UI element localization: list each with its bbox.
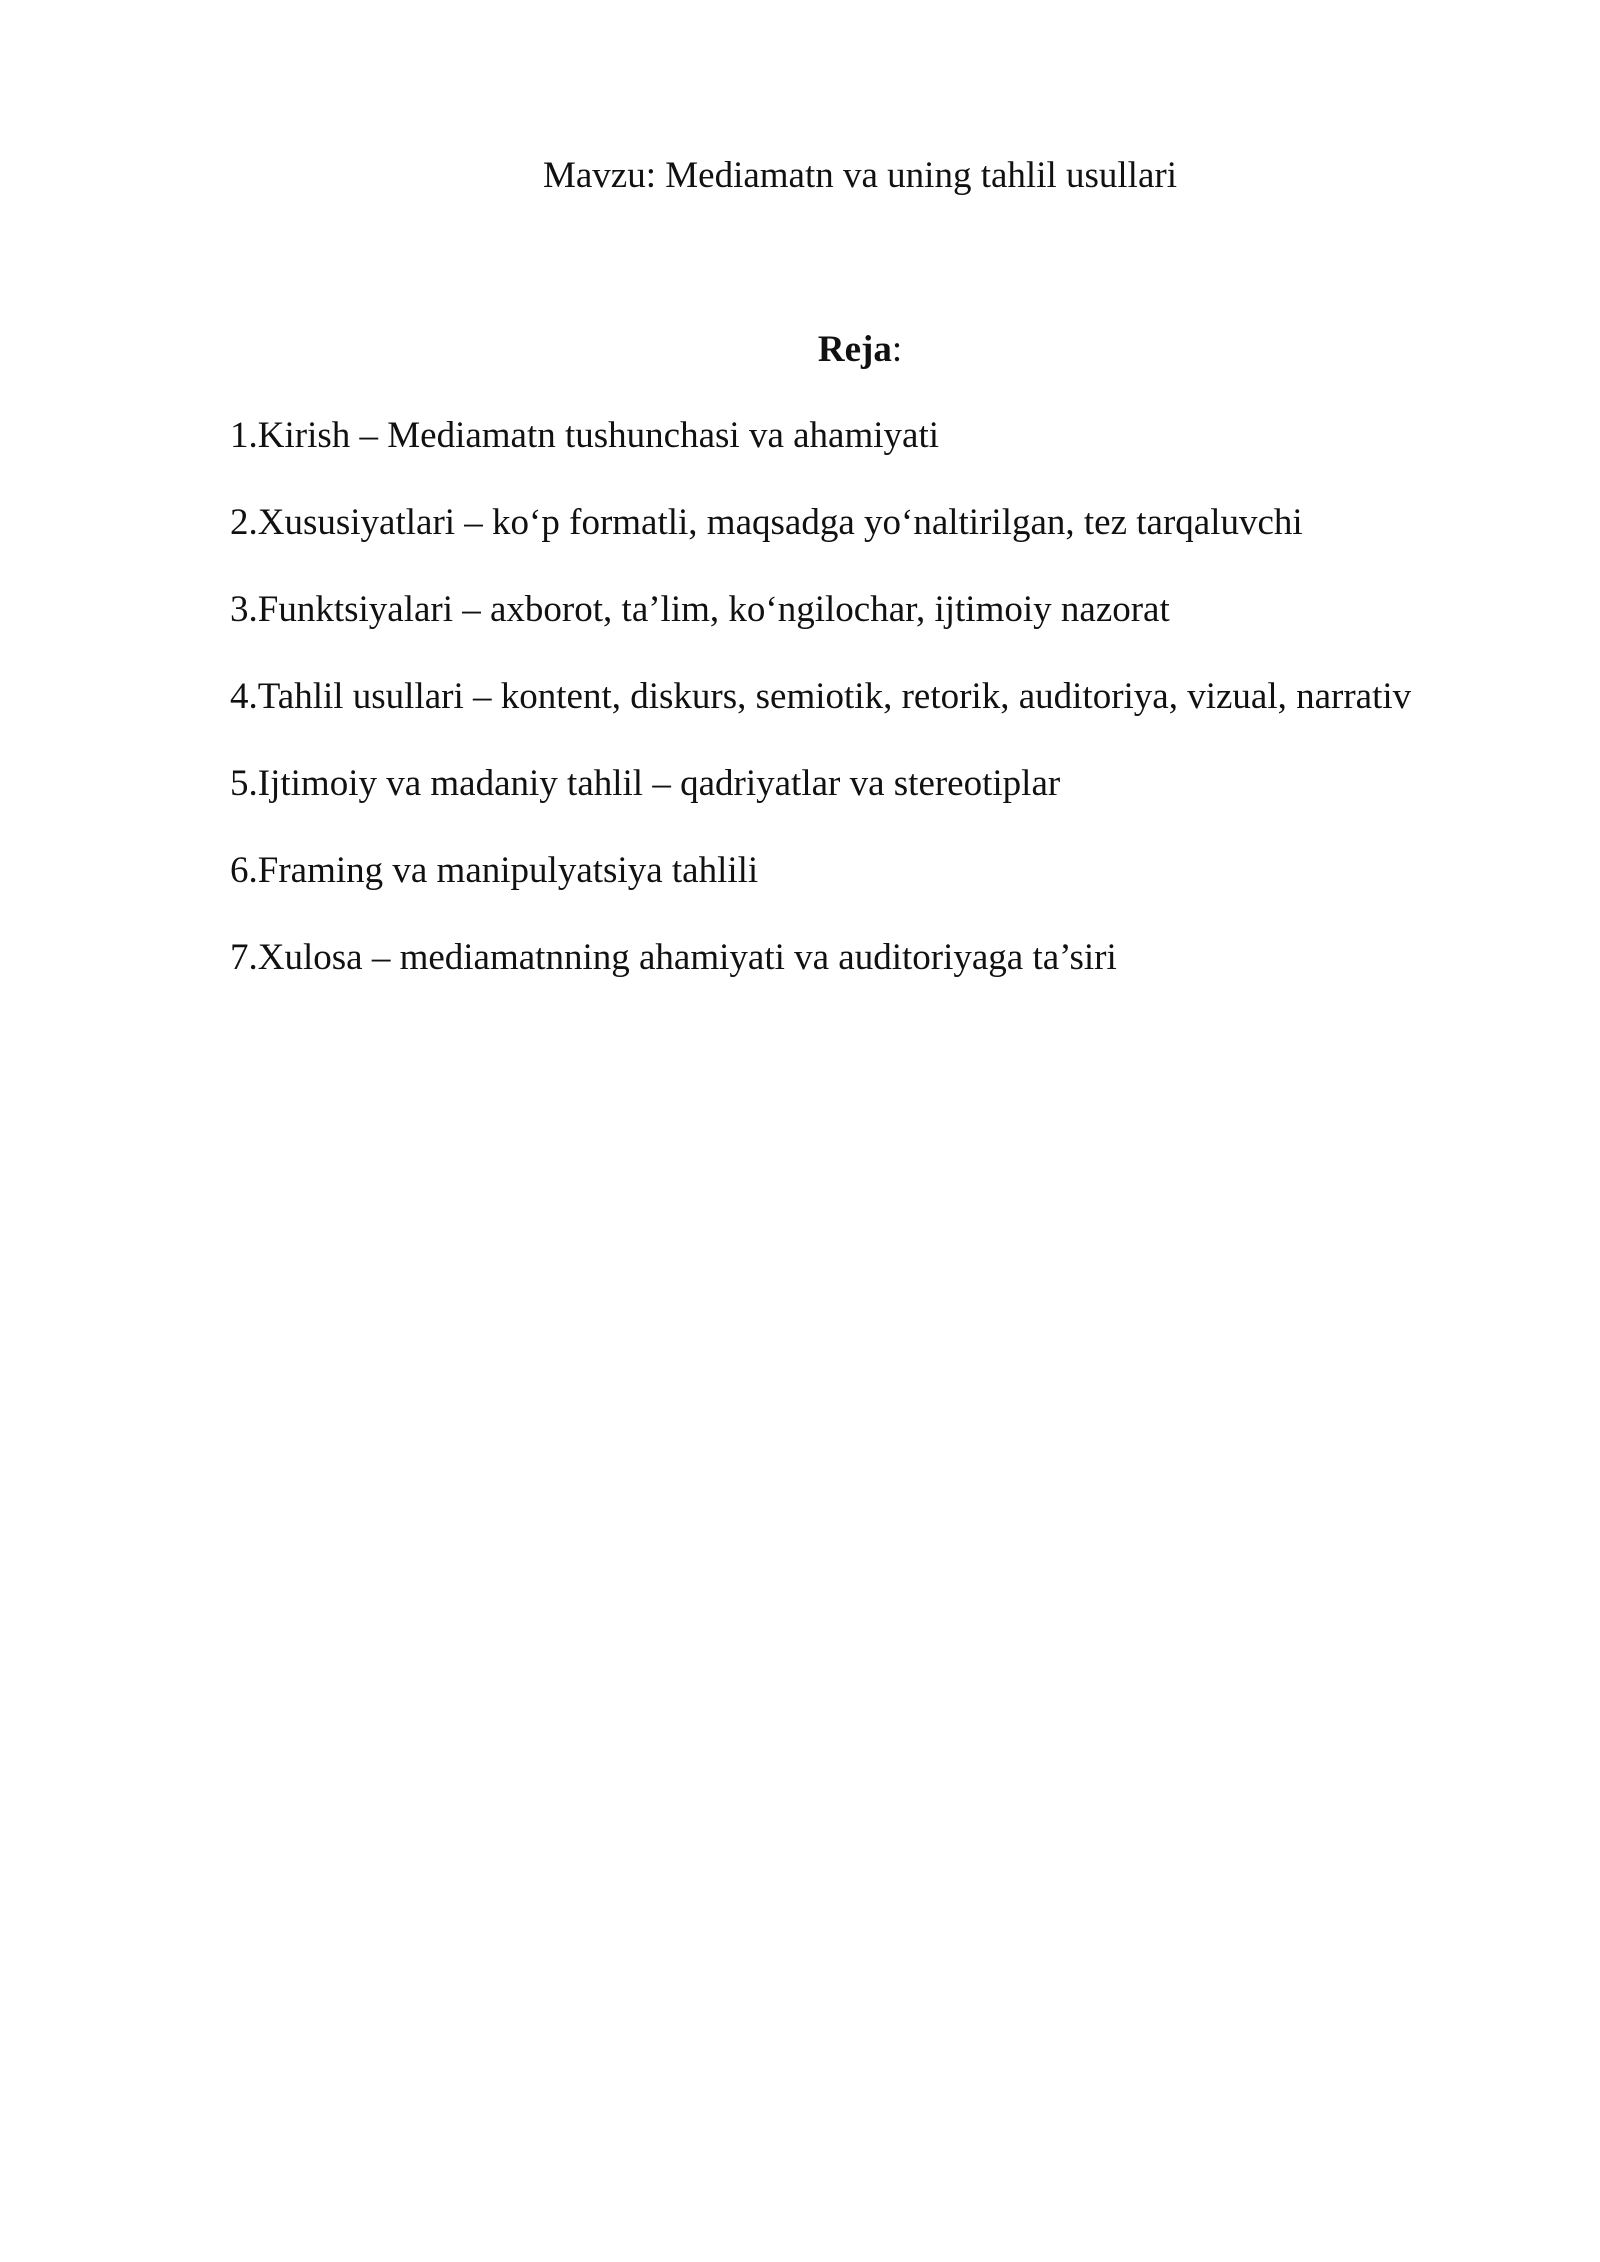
plan-item: 5.Ijtimoiy va madaniy tahlil – qadriyatlar va stereotiplar	[230, 763, 1061, 804]
plan-heading	[0, 322, 1600, 378]
plan-list	[230, 408, 1411, 1017]
plan-heading-suffix: :	[891, 329, 903, 370]
plan-item: 4.Tahlil usullari – kontent, diskurs, semiotik, retorik, auditoriya, vizual, narrativ	[230, 676, 1412, 717]
plan-item: 2.Xususiyatlari – ko‘p formatli, maqsadga yo‘naltirilgan, tez tarqaluvchi	[230, 502, 1303, 543]
plan-item: 3.Funktsiyalari – axborot, ta’lim, ko‘ngilochar, ijtimoiy nazorat	[230, 589, 1170, 630]
plan-item: 7.Xulosa – mediamatnning ahamiyati va auditoriyaga ta’siri	[230, 937, 1117, 978]
document-title: Mavzu: Mediamatn va uning tahlil usullari	[542, 155, 1177, 196]
plan-heading-label: Reja	[817, 329, 892, 370]
plan-item: 6.Framing va manipulyatsiya tahlili	[230, 850, 759, 891]
plan-item: 1.Kirish – Mediamatn tushunchasi va ahamiyati	[230, 415, 940, 456]
